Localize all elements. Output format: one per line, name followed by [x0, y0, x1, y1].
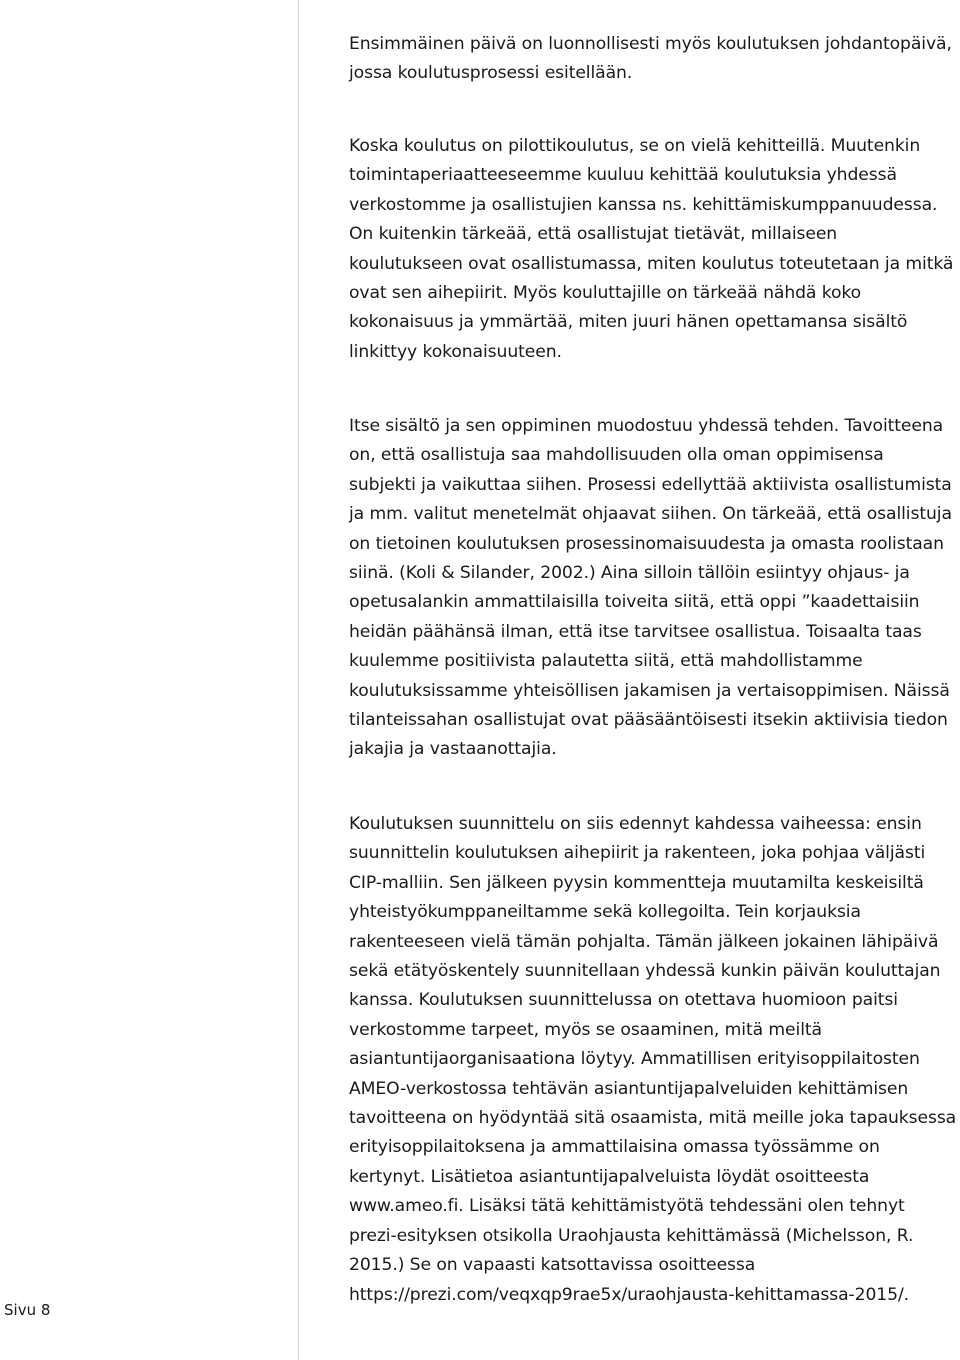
text-line: ovat sen aihepiirit. Myös kouluttajille on tärkeää nähdä koko [349, 283, 862, 304]
text-line: kuulemme positiivista palautetta siitä, että mahdollistamme [349, 651, 863, 672]
paragraph-introduction-day [349, 30, 960, 89]
text-line: verkostomme tarpeet, myös se osaaminen, mitä meiltä [349, 1019, 822, 1040]
text-line: asiantuntijaorganisaationa löytyy. Ammatillisen erityisoppilaitosten [349, 1049, 920, 1070]
text-line: https://prezi.com/veqxqp9rae5x/uraohjausta-kehittamassa-2015/. [349, 1284, 910, 1305]
text-line: Itse sisältö ja sen oppiminen muodostuu yhdessä tehden. Tavoitteena [349, 416, 944, 436]
paragraph-learning-together [349, 412, 960, 765]
text-line: www.ameo.fi. Lisäksi tätä kehittämistyötä tehdessäni olen tehnyt [349, 1196, 905, 1217]
text-line: CIP-malliin. Sen jälkeen pyysin kommentteja muutamilta keskeisiltä [349, 872, 924, 893]
text-line: kokonaisuus ja ymmärtää, miten juuri hänen opettamansa sisältö [349, 312, 908, 333]
text-line: 2015.) Se on vapaasti katsottavissa osoitteessa [349, 1255, 756, 1276]
paragraph-pilot-training [349, 132, 960, 367]
text-line: koulutuksissamme yhteisöllisen jakamisen ja vertaisoppimisen. Näissä [349, 680, 950, 701]
text-line: toimintaperiaatteeseemme kuuluu kehittää koulutuksia yhdessä [349, 165, 897, 186]
text-line: heidän päähänsä ilman, että itse tarvitsee osallistua. Toisaalta taas [349, 621, 922, 642]
text-line: verkostomme ja osallistujien kanssa ns. kehittämiskumppanuudessa. [349, 194, 938, 215]
text-line: AMEO-verkostossa tehtävän asiantuntijapalveluiden kehittämisen [349, 1078, 909, 1099]
text-line: kanssa. Koulutuksen suunnittelussa on otettava huomioon paitsi [349, 990, 898, 1011]
text-line: kertynyt. Lisätietoa asiantuntijapalveluista löydät osoitteesta [349, 1166, 870, 1187]
text-line: Ensimmäinen päivä on luonnollisesti myös koulutuksen johdantopäivä, [349, 34, 952, 54]
text-line: sekä etätyöskentely suunnitellaan yhdessä kunkin päivän kouluttajan [349, 961, 941, 982]
text-line: ja mm. valitut menetelmät ohjaavat siihen. On tärkeää, että osallistuja [349, 504, 952, 525]
page-margin-rule [298, 0, 299, 1360]
text-line: jossa koulutusprosessi esitellään. [349, 63, 633, 84]
page-number: Sivu 8 [4, 1301, 51, 1319]
text-line: koulutukseen ovat osallistumassa, miten koulutus toteutetaan ja mitkä [349, 253, 954, 274]
text-line: erityisoppilaitoksena ja ammattilaisina omassa työssämme on [349, 1137, 880, 1158]
text-line: Koska koulutus on pilottikoulutus, se on vielä kehitteillä. Muutenkin [349, 136, 921, 156]
text-line: prezi-esityksen otsikolla Uraohjausta kehittämässä (Michelsson, R. [349, 1225, 914, 1246]
text-line: siinä. (Koli & Silander, 2002.) Aina silloin tällöin esiintyy ohjaus- ja [349, 563, 910, 584]
paragraph-training-planning [349, 810, 960, 1310]
text-line: jakajia ja vastaanottajia. [349, 739, 557, 760]
text-line: on, että osallistuja saa mahdollisuuden olla oman oppimisensa [349, 445, 884, 466]
text-line: rakenteeseen vielä tämän pohjalta. Tämän jälkeen jokainen lähipäivä [349, 931, 939, 952]
text-line: On kuitenkin tärkeää, että osallistujat tietävät, millaiseen [349, 224, 838, 245]
text-line: tavoitteena on hyödyntää sitä osaamista, mitä meille joka tapauksessa [349, 1108, 957, 1129]
text-line: yhteistyökumppaneiltamme sekä kollegoilta. Tein korjauksia [349, 902, 861, 923]
text-line: on tietoinen koulutuksen prosessinomaisuudesta ja omasta roolistaan [349, 533, 944, 554]
text-line: subjekti ja vaikuttaa siihen. Prosessi edellyttää aktiivista osallistumista [349, 474, 952, 495]
text-line: linkittyy kokonaisuuteen. [349, 341, 562, 362]
text-line: tilanteissahan osallistujat ovat pääsääntöisesti itsekin aktiivisia tiedon [349, 710, 948, 731]
text-line: suunnittelin koulutuksen aihepiirit ja rakenteen, joka pohjaa väljästi [349, 843, 926, 864]
text-line: opetusalankin ammattilaisilla toiveita siitä, että oppi ”kaadettaisiin [349, 592, 920, 613]
text-line: Koulutuksen suunnittelu on siis edennyt kahdessa vaiheessa: ensin [349, 814, 922, 834]
